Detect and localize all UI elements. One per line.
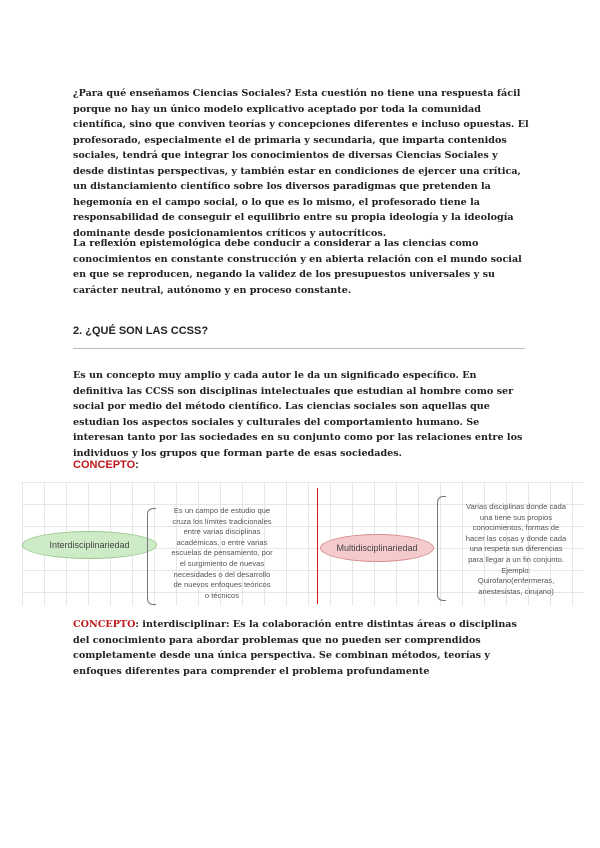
- intro-question: ¿Para qué enseñamos Ciencias Sociales?: [73, 88, 292, 99]
- left-brace: [147, 508, 156, 605]
- section-divider: [73, 348, 525, 349]
- concept-heading: [73, 459, 139, 471]
- section-body-text: Es un concepto muy amplio y cada autor le da un significado específico. En definitiva las CCSS son disciplinas intelectuales que estudian al hombre como ser social por medio del método científico. Las ciencias sociales son aquellas que estudian los aspectos sociales y culturales del comportamiento humano. Se interesan tanto por las sociedades en su conjunto como por las relaciones entre los individuos y los grupos que forman parte de esas sociedades.: [73, 370, 523, 459]
- multidisciplinary-note: Varias disciplinas donde cada una tiene sus propios conocimientos, formas de hacer las cosas y donde cada una respeta sus diferencias para llegar a un fin conjunto. Ejemplo: Quirofano(enfermeras, anestesistas, cirujano): [465, 502, 567, 596]
- divider-line: [317, 488, 318, 604]
- intro-paragraph: [73, 86, 529, 241]
- definition-paragraph: [73, 617, 529, 679]
- interdisciplinary-oval: Interdisciplinariedad: [22, 531, 157, 559]
- right-brace: [437, 496, 446, 601]
- concept-diagram: [22, 482, 584, 606]
- concept-heading-colon: :: [135, 459, 139, 471]
- multidisciplinary-oval: Multidisciplinariedad: [320, 534, 434, 562]
- section-title: 2. ¿QUÉ SON LAS CCSS?: [73, 325, 209, 337]
- definition-label: CONCEPTO: [73, 619, 136, 630]
- definition-text: Es la colaboración entre distintas áreas o disciplinas del conocimiento para abordar problemas que no pueden ser comprendidos completamente desde una única perspectiva. Se combinan métodos, teorías y enfoques diferentes para comprender el problema profundamente: [73, 619, 517, 677]
- reflection-text: La reflexión epistemológica debe conducir a considerar a las ciencias como conocimientos en constante construcción y en abierta relación con el mundo social en que se reproducen, negando la validez de los presupuestos universales y su carácter neutral, autónomo y en proceso constante.: [73, 238, 522, 296]
- concept-heading-word: CONCEPTO: [73, 459, 136, 471]
- interdisciplinary-note: Es un campo de estudio que cruza los límites tradicionales entre varias disciplinas académicas, o entre varias escuelas de pensamiento, por el surgimiento de nuevas necesidades o del desarrollo de nuevos enfoques teóricos o técnicos: [171, 506, 273, 600]
- section-body: [73, 368, 529, 461]
- reflection-paragraph: [73, 236, 529, 298]
- definition-term: : interdisciplinar:: [135, 619, 230, 630]
- intro-text: Esta cuestión no tiene una respuesta fácil porque no hay un único modelo explicativo aceptado por toda la comunidad científica, sino que conviven teorías y concepciones diferentes e incluso opuestas. El profesorado, especialmente el de primaria y secundaria, que imparta contenidos sociales, tendrá que integrar los conocimientos de diversas Ciencias Sociales y desde distintas perspectivas, y también estar en condiciones de ejercer una crítica, un distanciamiento científico sobre los diversos paradigmas que pretenden la hegemonía en el campo social, o lo que es lo mismo, el profesorado tiene la responsabilidad de conseguir el equilibrio entre su propia ideología y la ideología dominante desde posicionamientos críticos y autocríticos.: [73, 88, 529, 239]
